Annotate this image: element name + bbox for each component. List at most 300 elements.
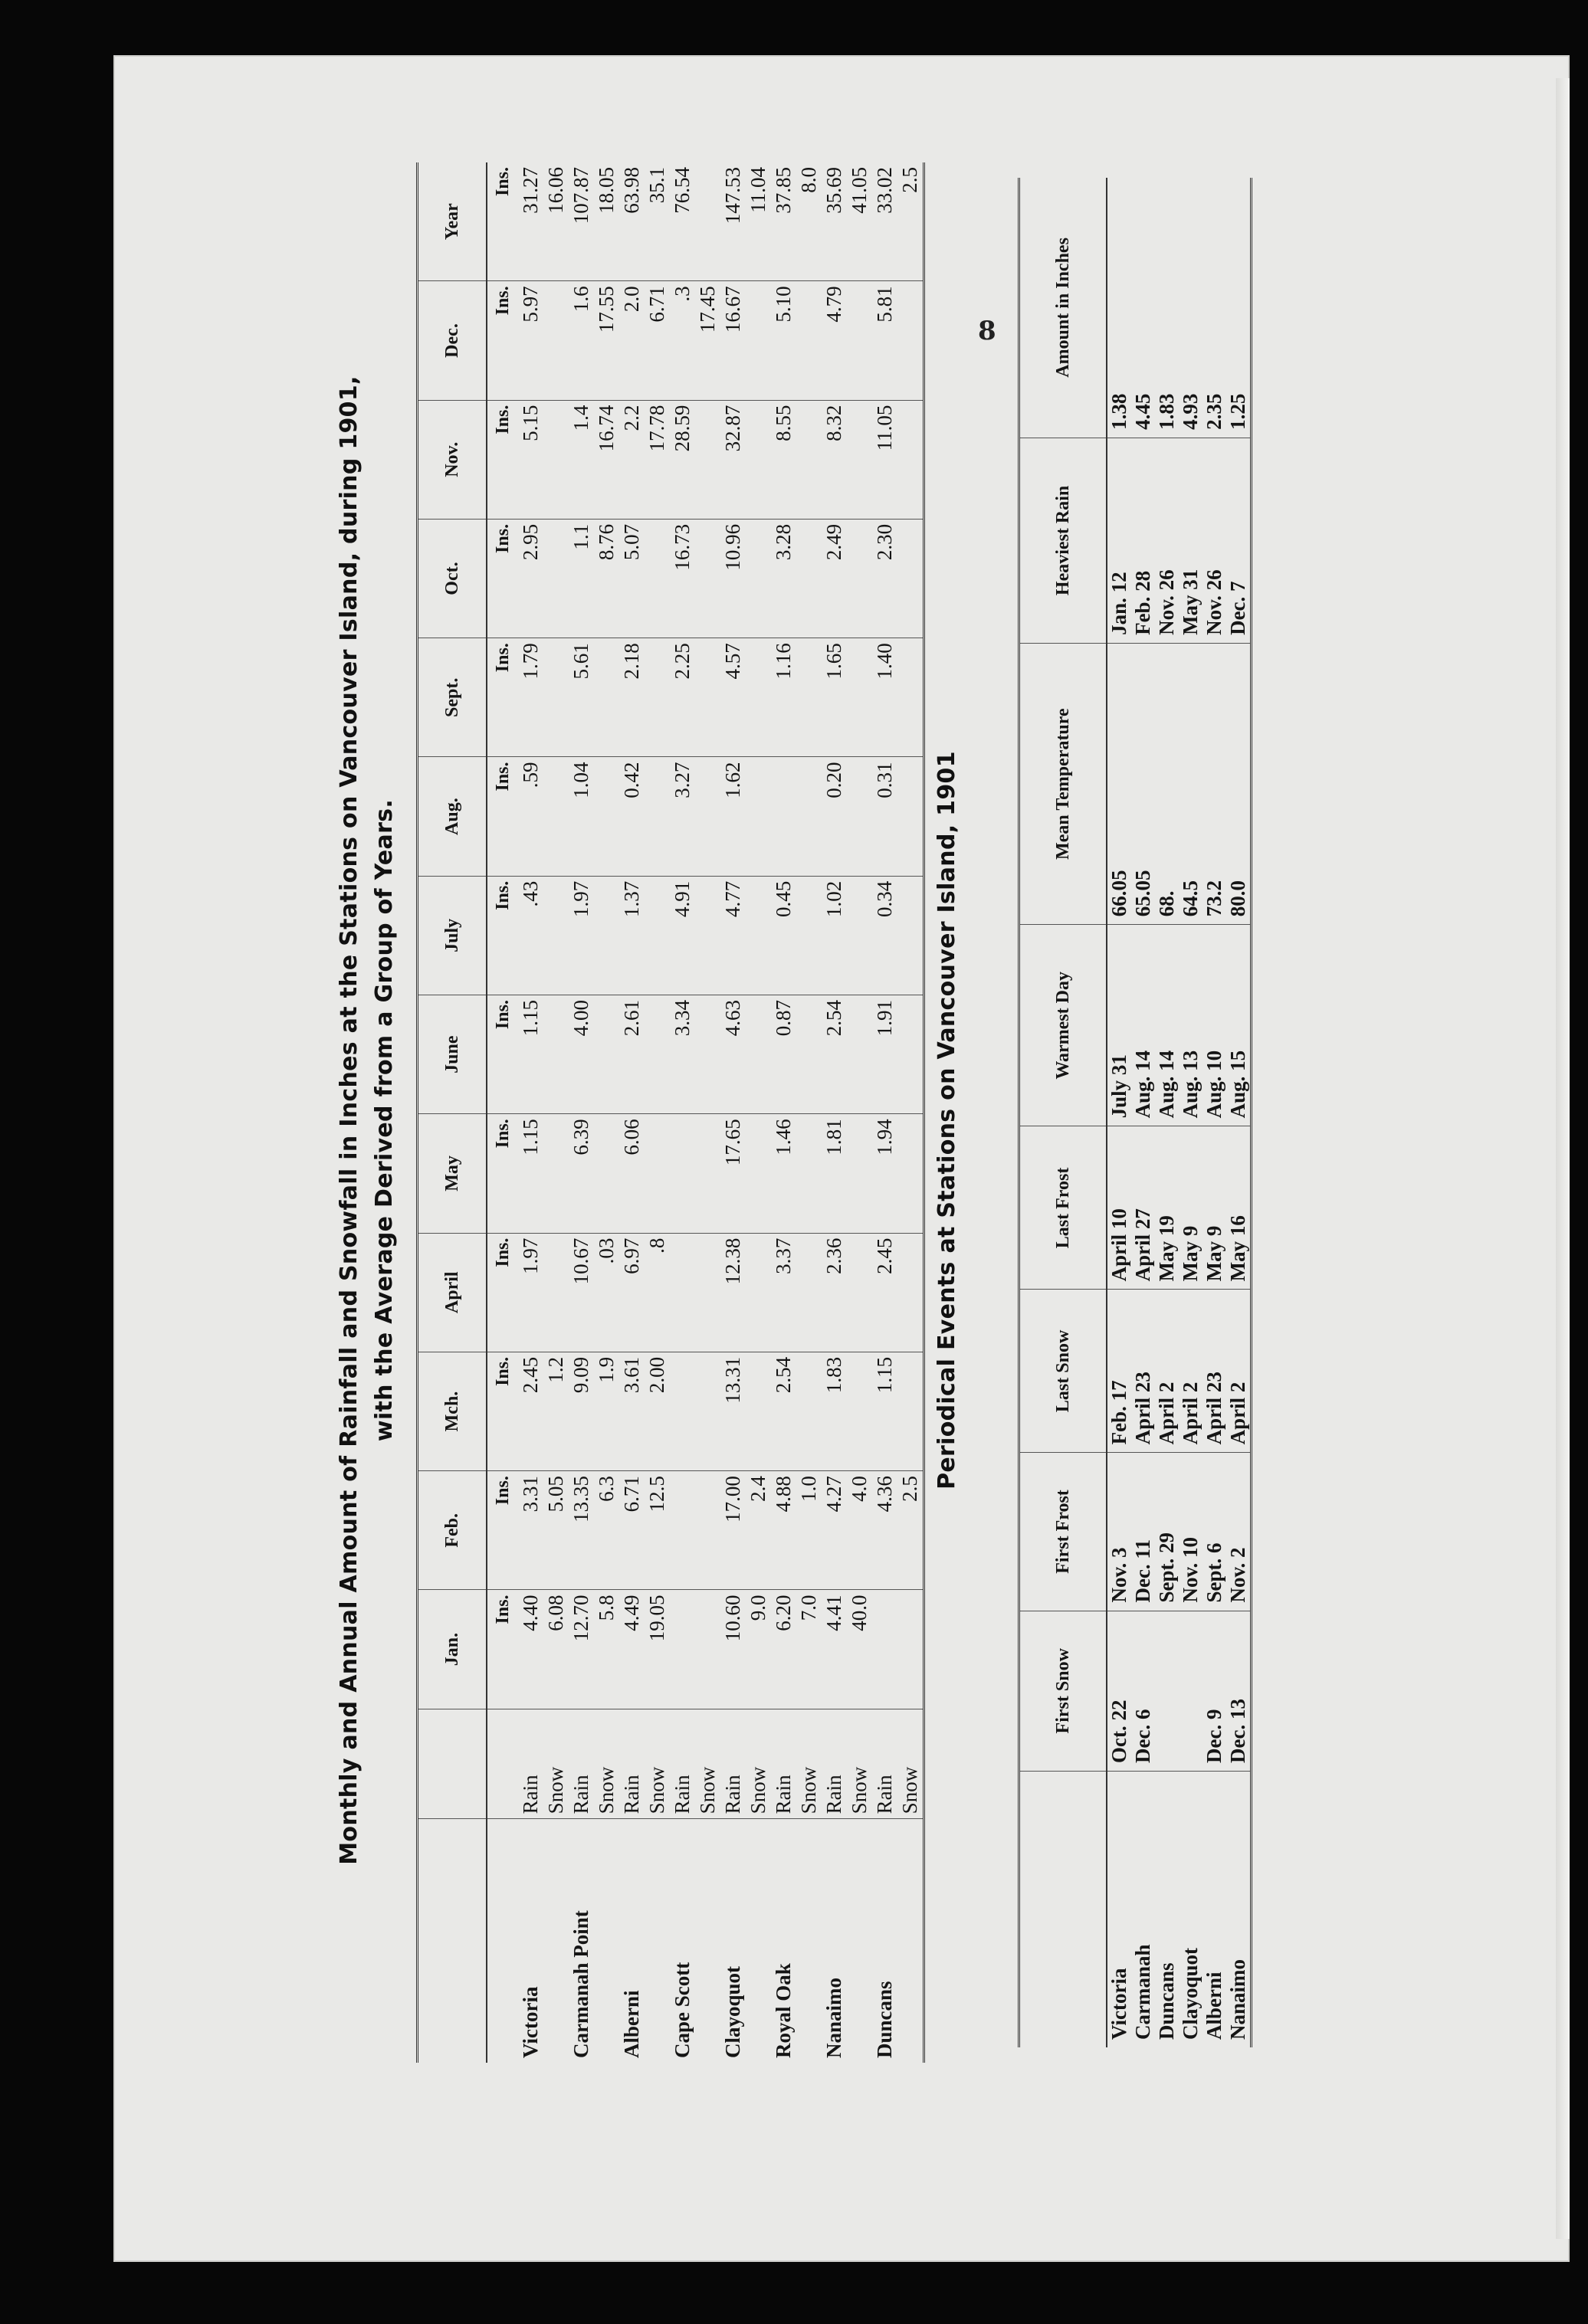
value-cell: 2.36 — [822, 1233, 847, 1352]
column-header: Warmest Day — [1019, 925, 1107, 1126]
value-cell: 32.87 — [720, 400, 746, 519]
value-cell: 6.71 — [619, 1471, 645, 1590]
table-row — [1179, 178, 1202, 2047]
precip-type: Snow — [746, 1709, 771, 1819]
value-cell — [796, 995, 822, 1114]
value-cell: Sept. 29 — [1155, 1453, 1179, 1611]
table1-title-line1: Monthly and Annual Amount of Rainfall and Snowfall in Inches at the Stations on Vancouver Island, during 1901, — [336, 375, 363, 1865]
value-cell: 4.00 — [569, 995, 594, 1114]
value-cell — [746, 519, 771, 638]
value-cell — [746, 400, 771, 519]
table-row — [1107, 178, 1131, 2047]
unit-cell: Ins. — [487, 638, 518, 757]
station-name: Royal Oak — [772, 1963, 795, 2058]
value-cell: 4.0 — [847, 1471, 872, 1590]
precip-type: Rain — [619, 1709, 645, 1819]
unit-cell: Ins. — [487, 519, 518, 638]
value-cell: 10.60 — [720, 1590, 746, 1709]
value-cell: 4.88 — [771, 1471, 796, 1590]
value-cell: 2.30 — [872, 519, 897, 638]
value-cell: May 31 — [1179, 438, 1202, 643]
value-cell: 12.38 — [720, 1233, 746, 1352]
value-cell: Nov. 26 — [1155, 438, 1179, 643]
station-name: Carmanah Point — [569, 1910, 592, 2058]
value-cell: .03 — [594, 1233, 619, 1352]
station-name: Nanaimo — [1226, 1772, 1252, 2048]
value-cell: 19.05 — [645, 1590, 670, 1709]
value-cell: 4.63 — [720, 995, 746, 1114]
value-cell — [847, 757, 872, 876]
value-cell: 1.97 — [569, 876, 594, 995]
value-cell: Dec. 9 — [1202, 1611, 1226, 1771]
station-name: Duncans — [1155, 1962, 1178, 2040]
value-cell: 7.0 — [796, 1590, 822, 1709]
value-cell: 0.20 — [822, 757, 847, 876]
value-cell: Feb. 28 — [1131, 438, 1155, 643]
column-header: Mean Temperature — [1019, 643, 1107, 924]
table-row — [746, 162, 771, 2063]
precip-type: Snow — [796, 1709, 822, 1819]
value-cell — [594, 876, 619, 995]
station-name: Alberni — [620, 1990, 643, 2058]
value-cell: 6.08 — [543, 1590, 569, 1709]
value-cell: Dec. 7 — [1226, 438, 1252, 643]
value-cell: 2.5 — [897, 162, 924, 281]
value-cell: 1.79 — [518, 638, 543, 757]
station-name: Victoria — [519, 1986, 542, 2058]
value-cell — [771, 757, 796, 876]
value-cell — [670, 1352, 695, 1470]
value-cell: 4.79 — [822, 281, 847, 400]
value-cell — [796, 519, 822, 638]
column-header — [418, 1819, 487, 2063]
precip-type: Rain — [872, 1709, 897, 1819]
value-cell: Nov. 3 — [1107, 1453, 1131, 1611]
column-header: May — [418, 1114, 487, 1233]
value-cell — [543, 281, 569, 400]
value-cell: 73.2 — [1202, 643, 1226, 924]
value-cell: 4.77 — [720, 876, 746, 995]
value-cell: 2.25 — [670, 638, 695, 757]
value-cell: 9.0 — [746, 1590, 771, 1709]
value-cell: 3.37 — [771, 1233, 796, 1352]
value-cell: 0.42 — [619, 757, 645, 876]
table-row — [897, 162, 924, 2063]
value-cell — [796, 281, 822, 400]
value-cell: .59 — [518, 757, 543, 876]
station-name — [897, 1819, 924, 2063]
value-cell: Jan. 12 — [1107, 438, 1131, 643]
value-cell — [746, 876, 771, 995]
value-cell — [746, 1352, 771, 1470]
station-name: Clayoquot — [721, 1965, 744, 2058]
value-cell — [645, 638, 670, 757]
value-cell — [543, 757, 569, 876]
value-cell — [594, 1114, 619, 1233]
value-cell — [543, 519, 569, 638]
value-cell — [897, 400, 924, 519]
table-row — [847, 162, 872, 2063]
value-cell — [847, 638, 872, 757]
value-cell — [670, 1471, 695, 1590]
value-cell: 13.35 — [569, 1471, 594, 1590]
unit-cell: Ins. — [487, 995, 518, 1114]
value-cell: 1.25 — [1226, 178, 1252, 438]
value-cell: July 31 — [1107, 925, 1131, 1126]
value-cell: 1.81 — [822, 1114, 847, 1233]
value-cell — [897, 1233, 924, 1352]
value-cell: 5.05 — [543, 1471, 569, 1590]
value-cell: 8.0 — [796, 162, 822, 281]
periodical-events-table — [1018, 178, 1252, 2047]
unit-cell: Ins. — [487, 1352, 518, 1470]
value-cell — [897, 876, 924, 995]
value-cell — [796, 1233, 822, 1352]
value-cell: 5.81 — [872, 281, 897, 400]
value-cell: .8 — [645, 1233, 670, 1352]
value-cell: 1.83 — [1155, 178, 1179, 438]
rainfall-table-body — [487, 162, 924, 2063]
value-cell: 11.05 — [872, 400, 897, 519]
value-cell: 4.57 — [720, 638, 746, 757]
precip-type: Rain — [518, 1709, 543, 1819]
unit-cell: Ins. — [487, 1590, 518, 1709]
station-name: Duncans — [873, 1981, 896, 2058]
value-cell: 2.95 — [518, 519, 543, 638]
value-cell — [543, 1114, 569, 1233]
value-cell — [695, 1590, 720, 1709]
value-cell — [594, 995, 619, 1114]
value-cell: 1.2 — [543, 1352, 569, 1470]
rotated-content — [113, 55, 1570, 2262]
value-cell: 4.27 — [822, 1471, 847, 1590]
value-cell: May 9 — [1202, 1126, 1226, 1290]
value-cell: 1.04 — [569, 757, 594, 876]
value-cell — [695, 757, 720, 876]
unit-cell: Ins. — [487, 1233, 518, 1352]
value-cell: 17.55 — [594, 281, 619, 400]
value-cell: Sept. 6 — [1202, 1453, 1226, 1611]
value-cell: 5.10 — [771, 281, 796, 400]
value-cell: 4.40 — [518, 1590, 543, 1709]
value-cell: 1.94 — [872, 1114, 897, 1233]
column-header: April — [418, 1233, 487, 1352]
value-cell: 1.97 — [518, 1233, 543, 1352]
value-cell — [847, 876, 872, 995]
table-row — [872, 162, 897, 2063]
value-cell: 4.45 — [1131, 178, 1155, 438]
value-cell: 41.05 — [847, 162, 872, 281]
value-cell: 68. — [1155, 643, 1179, 924]
column-header: June — [418, 995, 487, 1114]
value-cell: 2.35 — [1202, 178, 1226, 438]
table-row — [1155, 178, 1179, 2047]
value-cell: 12.70 — [569, 1590, 594, 1709]
value-cell: 2.61 — [619, 995, 645, 1114]
value-cell: 5.8 — [594, 1590, 619, 1709]
unit-cell: Ins. — [487, 281, 518, 400]
value-cell: 65.05 — [1131, 643, 1155, 924]
table-row — [645, 162, 670, 2063]
value-cell: 2.5 — [897, 1471, 924, 1590]
value-cell: Aug. 14 — [1131, 925, 1155, 1126]
value-cell: 8.76 — [594, 519, 619, 638]
value-cell: 6.39 — [569, 1114, 594, 1233]
value-cell: April 23 — [1131, 1290, 1155, 1453]
value-cell: 4.91 — [670, 876, 695, 995]
value-cell — [847, 1233, 872, 1352]
value-cell: 2.2 — [619, 400, 645, 519]
value-cell — [645, 1114, 670, 1233]
value-cell: 2.18 — [619, 638, 645, 757]
value-cell: 33.02 — [872, 162, 897, 281]
value-cell: 66.05 — [1107, 643, 1131, 924]
column-header: Aug. — [418, 757, 487, 876]
value-cell — [543, 995, 569, 1114]
column-header: Heaviest Rain — [1019, 438, 1107, 643]
value-cell — [897, 757, 924, 876]
value-cell — [695, 995, 720, 1114]
value-cell: 8.32 — [822, 400, 847, 519]
precip-type: Snow — [543, 1709, 569, 1819]
value-cell — [543, 638, 569, 757]
value-cell — [594, 757, 619, 876]
column-header: Mch. — [418, 1352, 487, 1470]
value-cell: 1.40 — [872, 638, 897, 757]
station-name: Clayoquot — [1179, 1947, 1202, 2040]
value-cell — [746, 281, 771, 400]
value-cell: 1.83 — [822, 1352, 847, 1470]
value-cell: 2.54 — [822, 995, 847, 1114]
table-row — [695, 162, 720, 2063]
value-cell: 16.73 — [670, 519, 695, 638]
value-cell: 1.1 — [569, 519, 594, 638]
value-cell: 10.67 — [569, 1233, 594, 1352]
value-cell: 6.06 — [619, 1114, 645, 1233]
unit-cell: Ins. — [487, 162, 518, 281]
column-header: Sept. — [418, 638, 487, 757]
value-cell: Nov. 2 — [1226, 1453, 1252, 1611]
station-name — [796, 1819, 822, 2063]
value-cell — [897, 281, 924, 400]
column-header: Last Snow — [1019, 1290, 1107, 1453]
value-cell: 13.31 — [720, 1352, 746, 1470]
rainfall-header-row — [418, 162, 487, 2063]
value-cell — [847, 1352, 872, 1470]
value-cell: April 27 — [1131, 1126, 1155, 1290]
station-name: Victoria — [1107, 1968, 1130, 2040]
value-cell — [796, 876, 822, 995]
value-cell — [872, 1590, 897, 1709]
station-name — [645, 1819, 670, 2063]
value-cell: 11.04 — [746, 162, 771, 281]
value-cell: 1.38 — [1107, 178, 1131, 438]
precip-type: Rain — [670, 1709, 695, 1819]
value-cell — [897, 1352, 924, 1470]
value-cell — [670, 1590, 695, 1709]
value-cell: 0.34 — [872, 876, 897, 995]
value-cell: 6.97 — [619, 1233, 645, 1352]
value-cell: 8.55 — [771, 400, 796, 519]
value-cell: April 23 — [1202, 1290, 1226, 1453]
value-cell: April 10 — [1107, 1126, 1131, 1290]
value-cell: 2.0 — [619, 281, 645, 400]
value-cell: 63.98 — [619, 162, 645, 281]
value-cell: 17.45 — [695, 281, 720, 400]
value-cell: 1.37 — [619, 876, 645, 995]
value-cell: 1.91 — [872, 995, 897, 1114]
value-cell: 1.15 — [518, 995, 543, 1114]
precip-type: Snow — [695, 1709, 720, 1819]
value-cell: 1.15 — [518, 1114, 543, 1233]
table-row — [569, 162, 594, 2063]
precip-type: Snow — [594, 1709, 619, 1819]
table2-title: Periodical Events at Stations on Vancouver Island, 1901 — [933, 751, 960, 1490]
value-cell: 37.85 — [771, 162, 796, 281]
value-cell — [746, 995, 771, 1114]
value-cell — [695, 162, 720, 281]
value-cell — [695, 1233, 720, 1352]
value-cell: 4.41 — [822, 1590, 847, 1709]
value-cell — [1155, 1611, 1179, 1771]
value-cell: Aug. 14 — [1155, 925, 1179, 1126]
value-cell — [796, 638, 822, 757]
value-cell: May 16 — [1226, 1126, 1252, 1290]
value-cell: 3.27 — [670, 757, 695, 876]
value-cell — [796, 1114, 822, 1233]
value-cell: Nov. 26 — [1202, 438, 1226, 643]
value-cell — [897, 519, 924, 638]
value-cell — [543, 876, 569, 995]
station-name — [695, 1819, 720, 2063]
precip-type: Rain — [822, 1709, 847, 1819]
table-row — [1226, 178, 1252, 2047]
value-cell: 16.67 — [720, 281, 746, 400]
unit-cell — [487, 1709, 518, 1819]
column-header: Last Frost — [1019, 1126, 1107, 1290]
events-header-row — [1019, 178, 1107, 2047]
value-cell — [746, 1233, 771, 1352]
events-table-body — [1107, 178, 1252, 2047]
table1-title — [332, 178, 402, 2063]
column-header — [418, 1709, 487, 1819]
value-cell: May 19 — [1155, 1126, 1179, 1290]
value-cell: 18.05 — [594, 162, 619, 281]
value-cell: 3.28 — [771, 519, 796, 638]
value-cell: 1.62 — [720, 757, 746, 876]
value-cell: April 2 — [1226, 1290, 1252, 1453]
value-cell: 1.9 — [594, 1352, 619, 1470]
value-cell: 0.45 — [771, 876, 796, 995]
value-cell: 1.65 — [822, 638, 847, 757]
table1-title-line2: with the Average Derived from a Group of Years. — [371, 798, 398, 1442]
value-cell — [847, 281, 872, 400]
value-cell — [670, 1114, 695, 1233]
value-cell: Dec. 6 — [1131, 1611, 1155, 1771]
station-name — [847, 1819, 872, 2063]
value-cell — [746, 1114, 771, 1233]
value-cell — [670, 1233, 695, 1352]
value-cell: 5.97 — [518, 281, 543, 400]
table-row — [771, 162, 796, 2063]
value-cell: 147.53 — [720, 162, 746, 281]
value-cell — [695, 400, 720, 519]
value-cell: 6.71 — [645, 281, 670, 400]
value-cell: April 2 — [1155, 1290, 1179, 1453]
value-cell — [847, 519, 872, 638]
value-cell: 4.36 — [872, 1471, 897, 1590]
value-cell: 12.5 — [645, 1471, 670, 1590]
value-cell: 76.54 — [670, 162, 695, 281]
value-cell: 1.15 — [872, 1352, 897, 1470]
rainfall-table — [416, 162, 925, 2063]
precip-type: Snow — [847, 1709, 872, 1819]
value-cell: Dec. 13 — [1226, 1611, 1252, 1771]
value-cell: 64.5 — [1179, 643, 1202, 924]
unit-cell — [487, 1819, 518, 2063]
precip-type: Rain — [771, 1709, 796, 1819]
value-cell: 35.1 — [645, 162, 670, 281]
value-cell — [695, 1114, 720, 1233]
value-cell — [746, 757, 771, 876]
value-cell: 2.54 — [771, 1352, 796, 1470]
value-cell — [645, 519, 670, 638]
value-cell: April 2 — [1179, 1290, 1202, 1453]
value-cell: Nov. 10 — [1179, 1453, 1202, 1611]
value-cell — [695, 1352, 720, 1470]
value-cell — [897, 995, 924, 1114]
column-header: Jan. — [418, 1590, 487, 1709]
station-name: Carmanah — [1131, 1944, 1154, 2040]
table-row — [1202, 178, 1226, 2047]
value-cell — [695, 876, 720, 995]
value-cell: 1.46 — [771, 1114, 796, 1233]
value-cell: 1.16 — [771, 638, 796, 757]
value-cell: 4.49 — [619, 1590, 645, 1709]
value-cell: 4.93 — [1179, 178, 1202, 438]
value-cell: .43 — [518, 876, 543, 995]
document-page — [113, 55, 1570, 2262]
value-cell: 16.06 — [543, 162, 569, 281]
value-cell: 2.00 — [645, 1352, 670, 1470]
unit-cell: Ins. — [487, 1471, 518, 1590]
station-name — [543, 1819, 569, 2063]
value-cell — [746, 638, 771, 757]
value-cell — [897, 1114, 924, 1233]
precip-type: Snow — [897, 1709, 924, 1819]
value-cell: 107.87 — [569, 162, 594, 281]
value-cell: 0.87 — [771, 995, 796, 1114]
value-cell: Aug. 10 — [1202, 925, 1226, 1126]
value-cell — [897, 1590, 924, 1709]
value-cell: 3.34 — [670, 995, 695, 1114]
value-cell — [796, 757, 822, 876]
value-cell: 17.00 — [720, 1471, 746, 1590]
value-cell: 40.0 — [847, 1590, 872, 1709]
value-cell: 10.96 — [720, 519, 746, 638]
units-row — [487, 162, 518, 2063]
column-header: Year — [418, 162, 487, 281]
value-cell: 1.6 — [569, 281, 594, 400]
value-cell: Dec. 11 — [1131, 1453, 1155, 1611]
value-cell: May 9 — [1179, 1126, 1202, 1290]
column-header: Nov. — [418, 400, 487, 519]
value-cell: 2.4 — [746, 1471, 771, 1590]
column-header — [1019, 1772, 1107, 2048]
station-name: Nanaimo — [822, 1977, 845, 2058]
value-cell — [796, 1352, 822, 1470]
value-cell: 3.31 — [518, 1471, 543, 1590]
